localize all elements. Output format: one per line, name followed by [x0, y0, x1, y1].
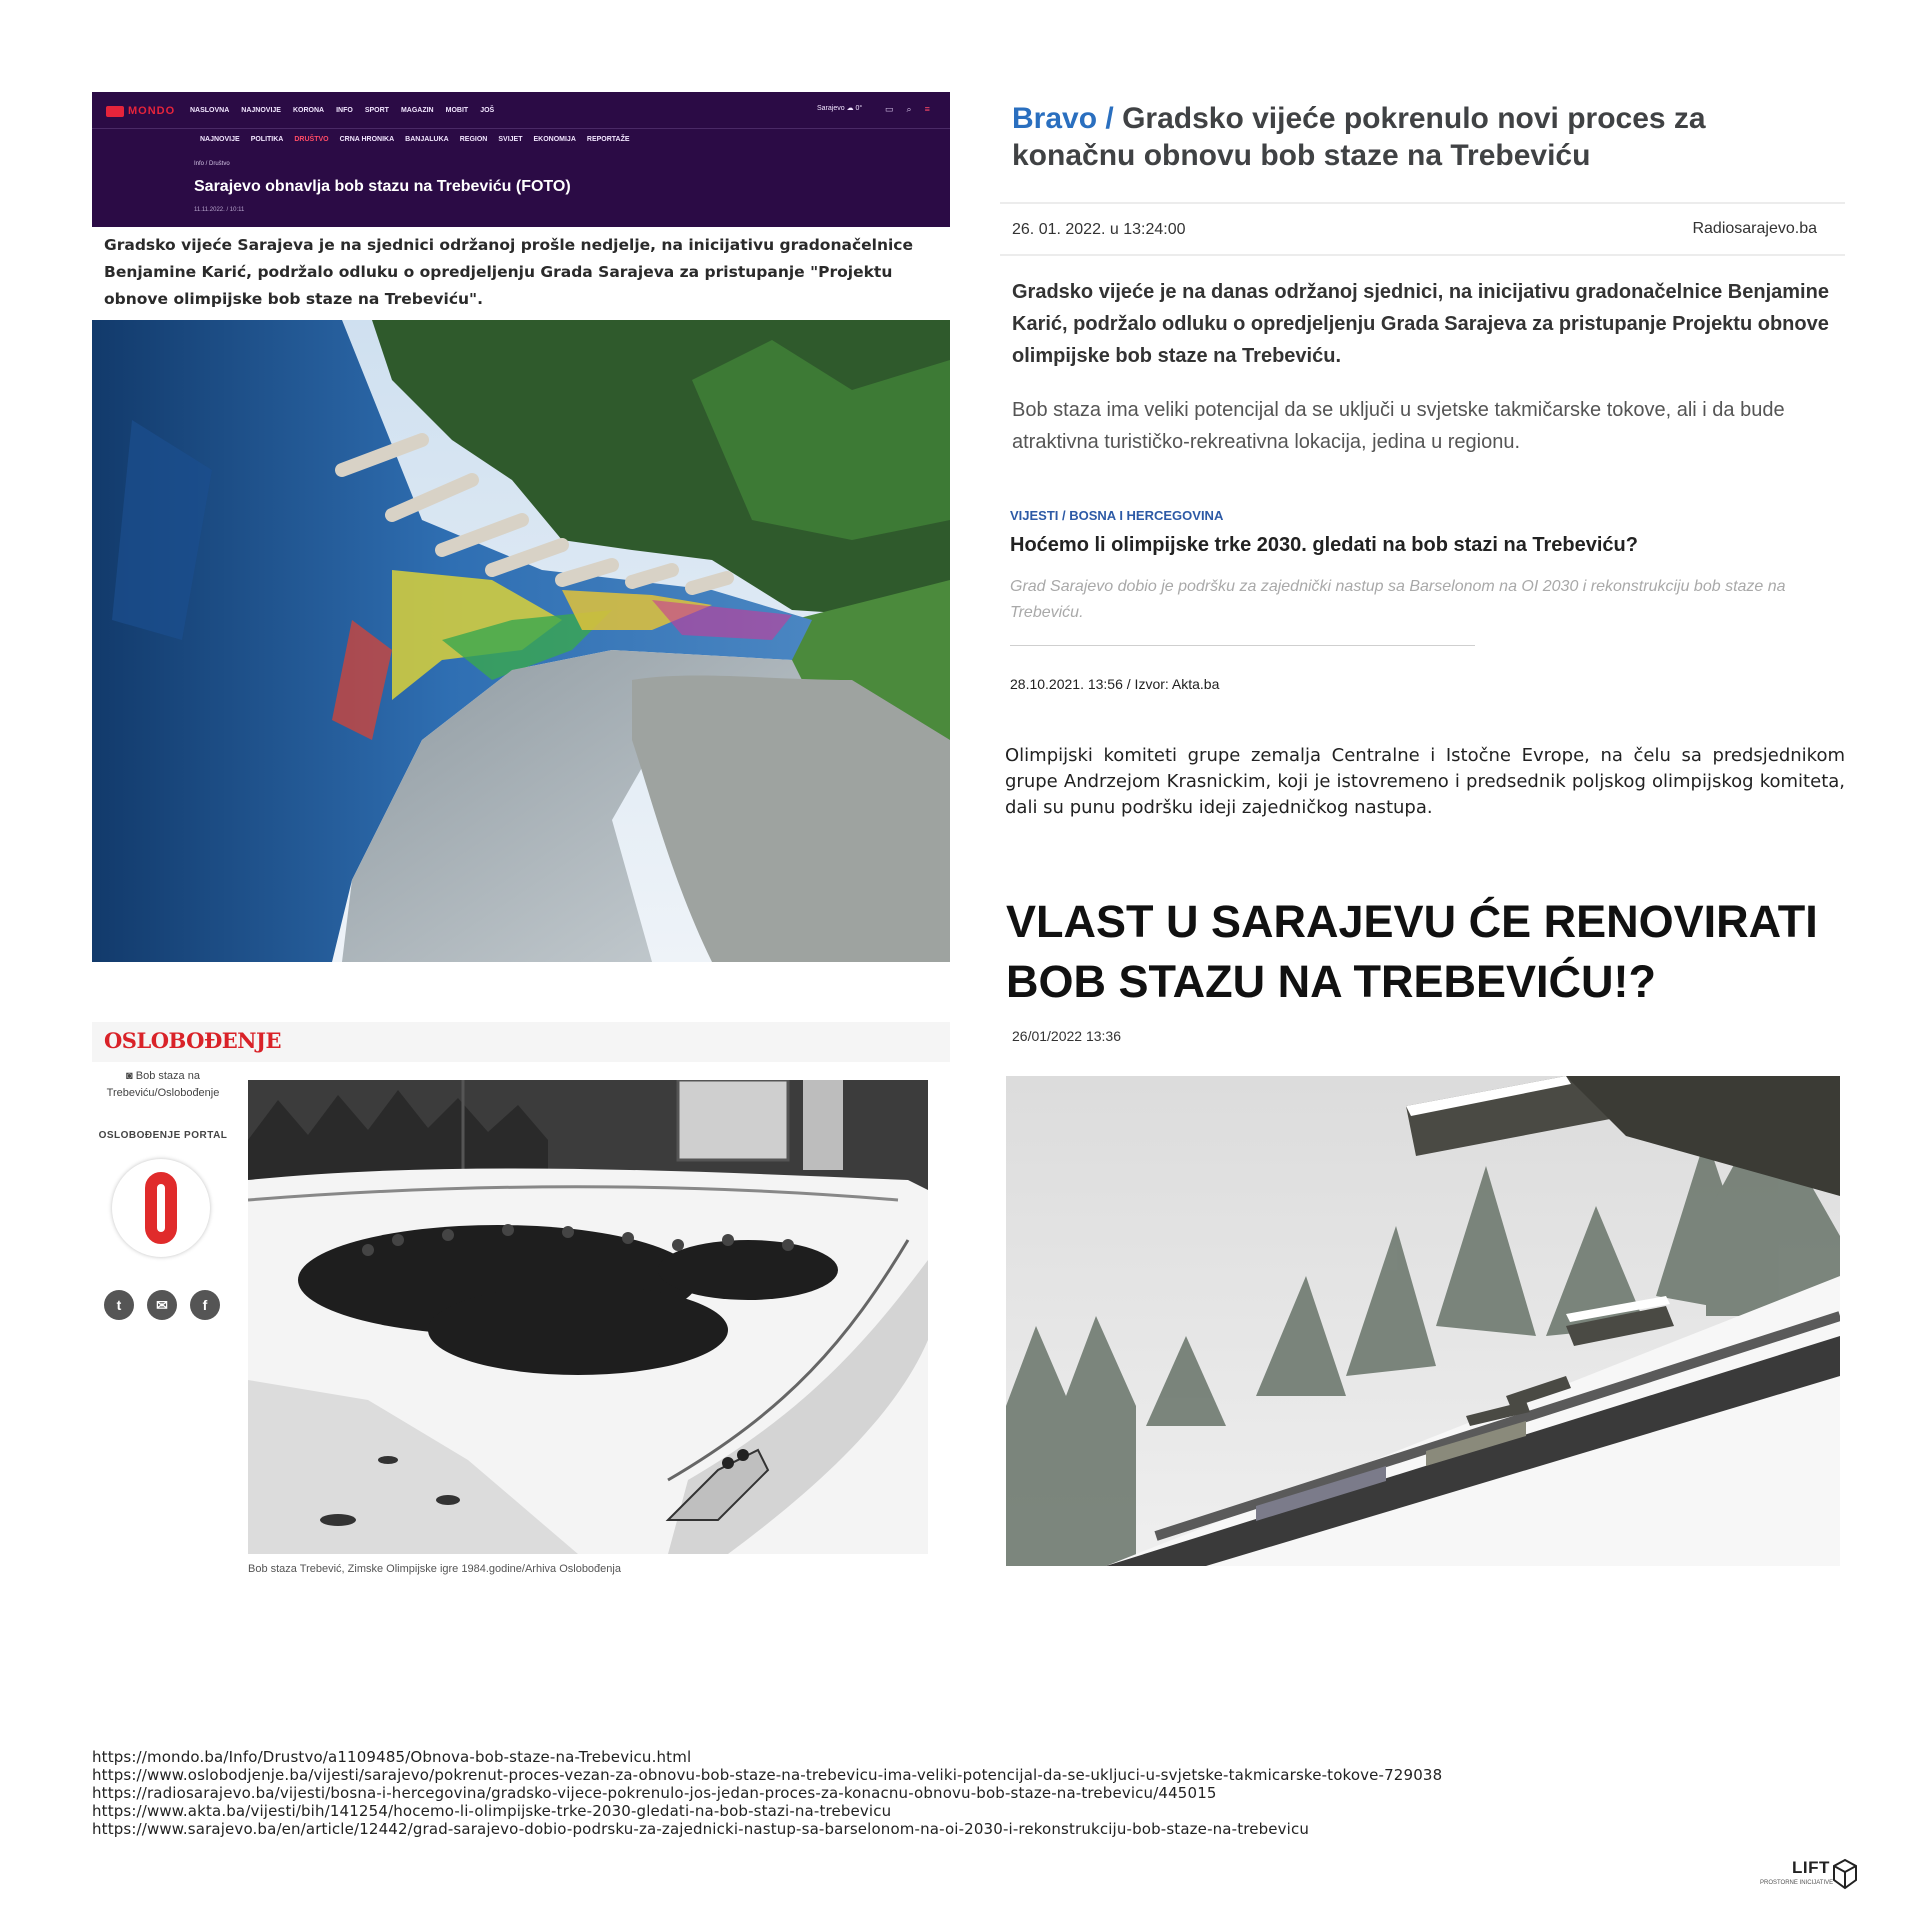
subnav-item-politika[interactable]: POLITIKA [250, 136, 284, 143]
akta-meta: 28.10.2021. 13:56 / Izvor: Akta.ba [1010, 676, 1220, 692]
breadcrumb[interactable]: Info / Društvo [194, 161, 230, 167]
sba-headline[interactable]: VLAST U SARAJEVU ĆE RENOVIRATI BOB STAZU NA TREBEVIĆU!? [1006, 896, 1818, 1007]
mondo-logo[interactable]: MONDO [106, 105, 175, 117]
source-url[interactable]: https://www.oslobodjenje.ba/vijesti/sarajevo/pokrenut-proces-vezan-za-obnovu-bob-staze-na-trebevicu-ima-veliki-potencijal-da-se-ukljuci-u-svjetske-takmicarske-tokove-729038 [92, 1766, 1443, 1784]
akta-body: Olimpijski komiteti grupe zemalja Centralne i Istočne Evrope, na čelu sa predsjednikom grupe Andrzejom Krasnickim, koji je istovremeno i predsednik poljskog olimpijskog komiteta, dali su punu podršku ideji zajedničkog nastupa. [1005, 745, 1845, 818]
article-title: Sarajevo obnavlja bob stazu na Trebeviću (FOTO) [194, 178, 571, 195]
radio-headline-text: Gradsko vijeće pokrenulo novi proces za konačnu obnovu bob staze na Trebeviću [1012, 102, 1706, 172]
radio-lead: Gradsko vijeće je na danas održanoj sjednici, na inicijativu gradonačelnice Benjamine Karić, podržalo odluku o opredjeljenju Grada Sarajeva za pristupanje Projektu obnove olimpijske bob staze na Trebeviću. [1012, 281, 1829, 367]
twitter-icon[interactable]: t [104, 1290, 134, 1320]
nav-item-jos[interactable]: JOŠ [480, 107, 495, 114]
akta-category[interactable]: VIJESTI / BOSNA I HERCEGOVINA [1010, 508, 1224, 523]
photo-credit: ◙ Bob staza na Trebeviću/Oslobođenje [106, 1070, 220, 1099]
oslo-portal-logo[interactable] [112, 1159, 210, 1257]
nav-item-najnovije[interactable]: NAJNOVIJE [241, 107, 281, 114]
subnav-item-banjaluka[interactable]: BANJALUKA [405, 136, 449, 143]
sarajevo-ba-article-panel [1000, 886, 1845, 1576]
graffiti-bobsled-track-photo [92, 320, 950, 962]
radio-headline[interactable] [1012, 100, 1812, 174]
article-date: 11.11.2022. / 10:11 [194, 207, 245, 213]
nav-item-info[interactable]: INFO [336, 107, 353, 114]
subnav-item-svijet[interactable]: SVIJET [498, 136, 523, 143]
lift-logo [1752, 1858, 1862, 1900]
article-lead: Gradsko vijeće Sarajeva je na sjednici održanoj prošle nedjelje, na inicijativu gradonačelnice Benjamine Karić, podržalo odluku o opredjeljenju Grada Sarajeva za pristupanje "Projektu obnove olimpijske bob staze na Trebeviću". [104, 236, 914, 308]
historic-bobsled-crowd-photo [248, 1080, 928, 1554]
mondo-header [92, 92, 950, 227]
radio-date: 26. 01. 2022. u 13:24:00 [1012, 221, 1186, 238]
menu-icon[interactable]: ≡ [924, 104, 930, 114]
divider [1010, 645, 1475, 646]
source-url[interactable]: https://www.sarajevo.ba/en/article/12442/grad-sarajevo-dobio-podrsku-za-zajednicki-nastup-sa-barselonom-na-oi-2030-i-rekonstrukciju-bob-staze-na-trebevicu [92, 1820, 1310, 1838]
lift-tagline: PROSTORNE INICIJATIVE [1760, 1880, 1834, 1886]
radio-source[interactable]: Radiosarajevo.ba [1692, 220, 1817, 237]
share-buttons [104, 1290, 220, 1320]
sba-date: 26/01/2022 13:36 [1012, 1028, 1121, 1044]
divider [1000, 254, 1845, 256]
nav-item-mobit[interactable]: MOBIT [445, 107, 469, 114]
mondo-toolbar [885, 104, 930, 115]
source-url[interactable]: https://www.akta.ba/vijesti/bih/141254/hocemo-li-olimpijske-trke-2030-gledati-na-bob-stazi-na-trebevicu [92, 1802, 892, 1820]
akta-headline[interactable]: Hoćemo li olimpijske trke 2030. gledati na bob stazi na Trebeviću? [1010, 534, 1638, 556]
mondo-logo-icon [106, 106, 124, 117]
subnav-item-drustvo[interactable]: DRUŠTVO [294, 136, 329, 143]
portal-label: OSLOBOĐENJE PORTAL [98, 1130, 228, 1141]
email-icon[interactable]: ✉ [147, 1290, 177, 1320]
mondo-sub-nav [200, 136, 630, 143]
tv-icon[interactable]: ▭ [885, 104, 894, 114]
weather-widget[interactable]: Sarajevo ☁ 0° [817, 105, 863, 112]
nav-item-naslovna[interactable]: NASLOVNA [190, 107, 230, 114]
mondo-main-nav [190, 107, 494, 114]
radiosarajevo-article-panel [1000, 92, 1845, 472]
radio-body: Bob staza ima veliki potencijal da se uključi u svjetske takmičarske tokove, ali i da bude atraktivna turističko-rekreativna lokacija, jedina u regionu. [1012, 399, 1785, 453]
snowy-bobsled-track-photo [1006, 1076, 1840, 1566]
divider [1000, 202, 1845, 204]
header-divider [92, 128, 950, 129]
nav-item-magazin[interactable]: MAGAZIN [400, 107, 434, 114]
akta-summary: Grad Sarajevo dobio je podršku za zajednički nastup sa Barselonom na OI 2030 i rekonstrukciju bob staze na Trebeviću. [1010, 578, 1786, 621]
nav-item-korona[interactable]: KORONA [292, 107, 325, 114]
subnav-item-region[interactable]: REGION [459, 136, 488, 143]
cube-icon [1832, 1858, 1858, 1890]
photo-caption: Bob staza Trebević, Zimske Olimpijske igre 1984.godine/Arhiva Oslobođenja [248, 1563, 621, 1575]
oslo-logo[interactable]: OSLOBOĐENJE [104, 1028, 281, 1053]
lift-wordmark: LIFT [1792, 1858, 1830, 1877]
search-icon[interactable]: ⌕ [906, 104, 912, 114]
radio-brand[interactable]: Bravo / [1012, 102, 1114, 135]
mondo-article-panel [92, 92, 950, 962]
subnav-item-reportaze[interactable]: REPORTAŽE [586, 136, 630, 143]
akta-article-panel [1000, 500, 1845, 830]
subnav-item-crna-hronika[interactable]: CRNA HRONIKA [339, 136, 395, 143]
nav-item-sport[interactable]: SPORT [364, 107, 389, 114]
source-url[interactable]: https://mondo.ba/Info/Drustvo/a1109485/Obnova-bob-staze-na-Trebevicu.html [92, 1748, 692, 1766]
source-url[interactable]: https://radiosarajevo.ba/vijesti/bosna-i-hercegovina/gradsko-vijece-pokrenulo-jos-jedan-proces-za-konacnu-obnovu-bob-staze-na-trebevicu/445015 [92, 1784, 1217, 1802]
oslo-o-icon [145, 1172, 177, 1244]
oslobodjenje-article-panel [92, 1022, 950, 1587]
source-url-list [92, 1748, 1492, 1838]
subnav-item-najnovije[interactable]: NAJNOVIJE [200, 136, 240, 143]
subnav-item-ekonomija[interactable]: EKONOMIJA [533, 136, 576, 143]
camera-icon: ◙ [126, 1070, 136, 1082]
facebook-icon[interactable]: f [190, 1290, 220, 1320]
